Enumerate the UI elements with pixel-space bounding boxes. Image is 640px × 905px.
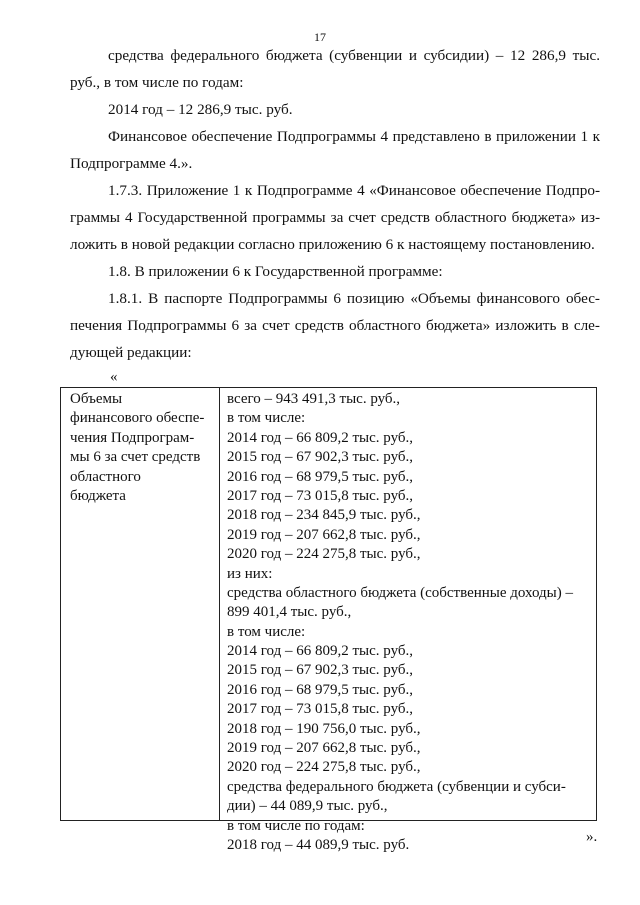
table-value-line: 2017 год – 73 015,8 тыс. руб., bbox=[227, 701, 414, 718]
table-value-cell bbox=[227, 390, 598, 855]
table-label-line: чения Подпрограм- bbox=[70, 429, 195, 446]
table-value-line: 2018 год – 44 089,9 тыс. руб. bbox=[227, 836, 410, 853]
paragraph-line: дующей редакции: bbox=[70, 344, 192, 361]
table-label-line: областного bbox=[70, 468, 141, 485]
table-value-line: средства федерального бюджета (субвенции и субси- bbox=[227, 778, 566, 795]
paragraph-line: Финансовое обеспечение Подпрограммы 4 представлено в приложении 1 к bbox=[108, 128, 600, 145]
paragraph-line: граммы 4 Государственной программы за счет средств областного бюджета» из- bbox=[70, 209, 600, 226]
paragraph-line: 1.8.1. В паспорте Подпрограммы 6 позицию «Объемы финансового обес- bbox=[108, 290, 600, 307]
table-value-line: в том числе по годам: bbox=[227, 817, 365, 834]
table-value-line: 2016 год – 68 979,5 тыс. руб., bbox=[227, 681, 414, 698]
table-column-divider bbox=[219, 387, 220, 821]
paragraph-line: руб., в том числе по годам: bbox=[70, 74, 244, 91]
table-value-line: 2018 год – 234 845,9 тыс. руб., bbox=[227, 507, 421, 524]
table-label-line: бюджета bbox=[70, 487, 126, 504]
paragraph-line: Подпрограмме 4.». bbox=[70, 155, 193, 172]
table-value-line: 2018 год – 190 756,0 тыс. руб., bbox=[227, 720, 421, 737]
table-value-line: дии) – 44 089,9 тыс. руб., bbox=[227, 798, 388, 815]
table-value-line: 2019 год – 207 662,8 тыс. руб., bbox=[227, 526, 421, 543]
table-label-line: Объемы bbox=[70, 391, 123, 407]
table-value-line: 899 401,4 тыс. руб., bbox=[227, 604, 352, 621]
paragraph-line: 1.8. В приложении 6 к Государственной программе: bbox=[108, 263, 443, 280]
table-value-line: 2015 год – 67 902,3 тыс. руб., bbox=[227, 662, 414, 679]
table-value-line: всего – 943 491,3 тыс. руб., bbox=[227, 391, 401, 407]
paragraph-line: 1.7.3. Приложение 1 к Подпрограмме 4 «Финансовое обеспечение Подпро- bbox=[108, 182, 600, 199]
open-quote: « bbox=[110, 369, 118, 385]
table-label-cell bbox=[70, 390, 215, 506]
paragraph-line: средства федерального бюджета (субвенции и субсидии) – 12 286,9 тыс. bbox=[108, 47, 600, 64]
table-value-line: 2014 год – 66 809,2 тыс. руб., bbox=[227, 643, 414, 660]
table-value-line: из них: bbox=[227, 565, 273, 582]
table-value-line: 2020 год – 224 275,8 тыс. руб., bbox=[227, 759, 421, 776]
table-label-line: мы 6 за счет средств bbox=[70, 449, 201, 466]
paragraph-line: печения Подпрограммы 6 за счет средств областного бюджета» изложить в сле- bbox=[70, 317, 600, 334]
table-value-line: средства областного бюджета (собственные доходы) – bbox=[227, 584, 574, 601]
table-value-line: в том числе: bbox=[227, 623, 306, 640]
paragraph-line: 2014 год – 12 286,9 тыс. руб. bbox=[108, 101, 293, 118]
paragraph-line: ложить в новой редакции согласно приложению 6 к настоящему постановлению. bbox=[70, 236, 595, 253]
table-label-line: финансового обеспе- bbox=[70, 410, 205, 427]
table-value-line: 2014 год – 66 809,2 тыс. руб., bbox=[227, 429, 414, 446]
page-number: 17 bbox=[314, 30, 326, 44]
table-value-line: 2020 год – 224 275,8 тыс. руб., bbox=[227, 546, 421, 563]
table-value-line: 2016 год – 68 979,5 тыс. руб., bbox=[227, 468, 414, 485]
table-value-line: 2015 год – 67 902,3 тыс. руб., bbox=[227, 449, 414, 466]
table-value-line: 2019 год – 207 662,8 тыс. руб., bbox=[227, 740, 421, 757]
table-value-line: в том числе: bbox=[227, 410, 306, 427]
table-value-line: 2017 год – 73 015,8 тыс. руб., bbox=[227, 487, 414, 504]
close-quote: ». bbox=[586, 829, 598, 845]
